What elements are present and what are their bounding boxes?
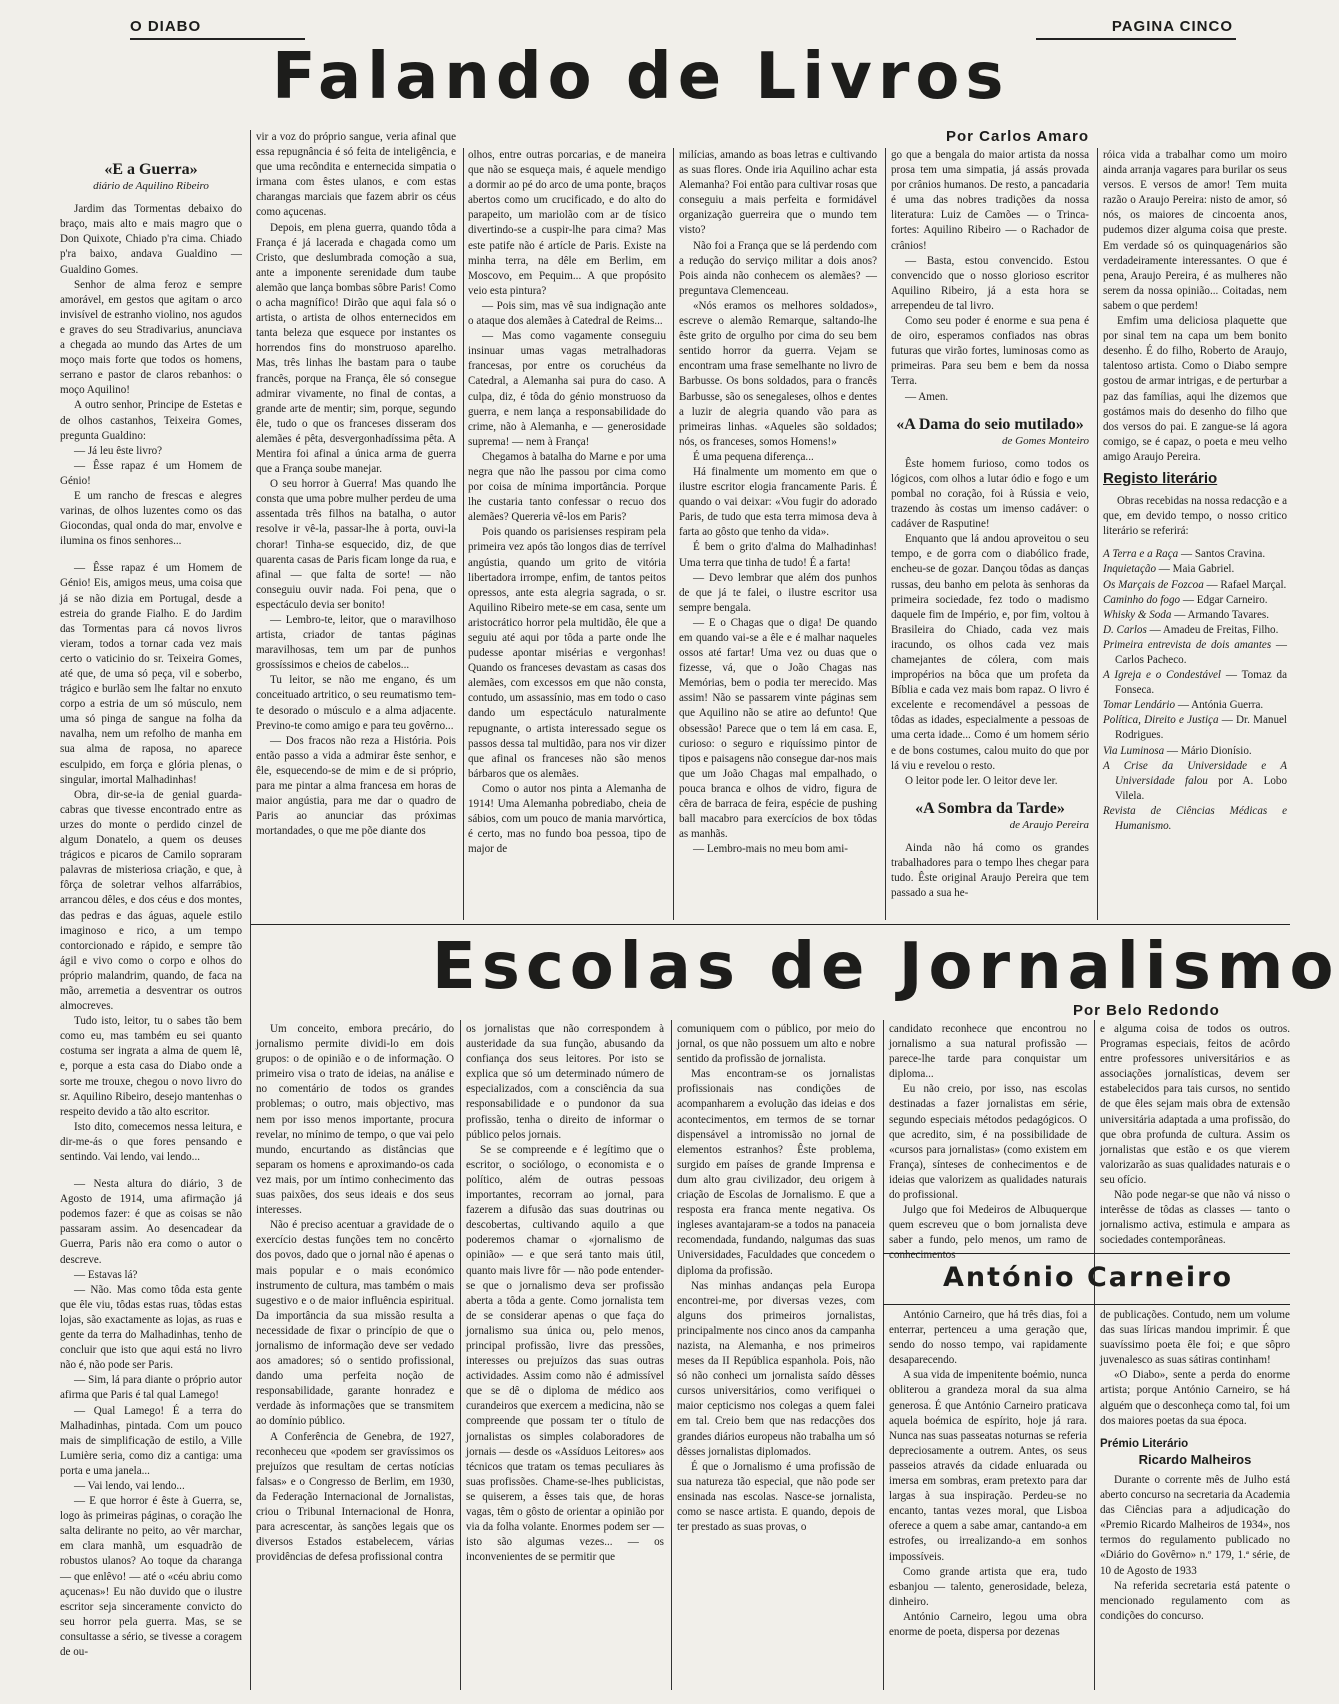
paragraph: e alguma coisa de todos os outros. Programas especiais, feitos de acôrdo entre professores universitários e as associações jornalísticas, devem ser estabelecidos para tais cursos, no sentido de que êles sejam mais obra de extensão universitária adaptada a uma profissão, do que obra profunda de cultura. Assim os jornalistas que estão e os que vierem valorizarão as suas qualidades naturais e o seu ofício.	[1100, 1023, 1290, 1186]
paragraph: — Lembro-te, leitor, que o maravilhoso artista, criador de tantas páginas maravilhosas, tem um par de punhos grossíssimos e cheios de cabelos...	[256, 614, 456, 672]
paragraph: Tu leitor, se não me engano, és um conceituado artritico, o seu reumatismo tem-te desorado o músculo e a alma adjacente. Previno-te como amigo e para teu govêrno...	[256, 674, 456, 732]
section-subtitle: diário de Aquilino Ribeiro	[93, 180, 209, 193]
list-item: A Crise da Universidade e A Universidade falou por A. Lobo Vilela.	[1103, 759, 1287, 802]
escolas-column-1	[256, 1022, 454, 1688]
paragraph: A outro senhor, Principe de Estetas e de olhos castanhos, Teixeira Gomes, pregunta Gualdino:	[60, 399, 242, 442]
escolas-column-5	[1100, 1022, 1290, 1248]
paragraph: Como grande artista que era, tudo esbanjou — talento, generosidade, beleza, dinheiro.	[889, 1565, 1087, 1608]
section-title-sombra: «A Sombra da Tarde»	[915, 799, 1065, 817]
paragraph: róica vida a trabalhar como um moiro ainda arranja vagares para burilar os seus versos. E versos de amor! Tem muita razão o Araujo Pereira: nisto de amor, só nós, os maiores de cincoenta anos, pudemos dizer alguma coisa que preste. Em verdade só os quinquagenários são verdadeiramente interessantes. O que é pena, Araujo Pereira, é as mulheres não serem da nossa opinião... Coitadas, nem sabem o que perdem!	[1103, 149, 1287, 312]
column-rule	[1097, 148, 1098, 920]
paragraph: Durante o corrente mês de Julho está aberto concurso na secretaria da Academia das Ciências para a adjudicação do «Premio Ricardo Malheiros de 1934», nos termos do regulamento publicado no «Diário do Govêrno» n.º 179, 1.ª série, de 10 de Agosto de 1933	[1100, 1473, 1290, 1577]
column-rule	[671, 1020, 672, 1690]
paragraph: — Amen.	[905, 390, 949, 403]
carneiro-headline: António Carneiro	[942, 1262, 1233, 1293]
paragraph: Como seu poder é enorme e sua pena é de oiro, esperamos confiados nas obras futuras que virão fortes, luminosas como as primeiras. Para seu bem e bem da nossa Terra.	[891, 315, 1089, 388]
paragraph: — Nesta altura do diário, 3 de Agosto de 1914, uma afirmação já podemos fazer: é que as coisas se não passaram assim. Ao desencadear da Guerra, Paris não era como o autor o descreve.	[60, 1178, 242, 1266]
paragraph: É uma pequena diferença...	[693, 450, 814, 463]
section-title-registo: Registo literário	[1103, 469, 1218, 487]
paragraph: milícias, amando as boas letras e cultivando as suas flores. Onde iria Aquilino achar esta Alemanha? Foi então para cultivar rosas que conseguiu a mais perfeita e formidável organização guerreira que o mundo tem visto?	[679, 149, 877, 237]
column-rule	[463, 148, 464, 920]
paragraph: vir a voz do próprio sangue, veria afinal que essa repugnância é só feita de inteligência, e que uma recôndita e enternecida simpatia o irmana com êstes ulanos, e com estas charangas marciais que fazem abrir os céus como açucenas.	[256, 131, 456, 219]
list-item: Whisky & Soda — Armando Tavares.	[1103, 608, 1270, 621]
paragraph: É que o Jornalismo é uma profissão de sua natureza tão especial, que não pode ser ensinada nas escolas. Nasce-se jornalista, como se nasce artista. E quando, depois de ter prestado as suas provas, o	[677, 1460, 875, 1534]
header-rule-right	[1036, 38, 1236, 40]
premio-title: Prémio Literário	[1100, 1437, 1189, 1450]
paragraph: — Dos fracos não reza a História. Pois então passo a vida a admirar êste senhor, e êle, esquecendo-se de mim e de si próprio, para me pintar a alma francesa em horas de maior angústia, para me dar o quadro de Paris ao anunciar das próximas mortandades, o que me põe diante dos	[256, 734, 456, 838]
paragraph: A sua vida de impenitente boémio, nunca obliterou a grandeza moral da sua alma generosa. É que António Carneiro praticava aquela boémica de espírito, hoje já rara. Nunca nas suas passeatas noturnas se referia depreciosamente a outrem. Antes, os seus passeios através da cidade enluarada ou imersa em sombras, eram pretexto para dar largas à sua inspiração. Perdeu-se no encanto, tantas vezes moral, que Lisboa oferece a quem a sabe amar, cantando-a em estrofes, ou irrealizando-a em sonhos impossíveis.	[889, 1369, 1087, 1563]
column-rule	[883, 1020, 884, 1690]
paragraph: olhos, entre outras porcarias, e de maneira que não se esqueça mais, é aquele mendigo a dormir ao pé do arco de uma ponte, braços abertos como um crucificado, e do alto do parapeito, um mariolão com ar de tísico divertindo-se a cuspir-lhe para cima? Mas este patife não é artícle de Paris. Existe na minha terra, na dêle em Berlim, em Moscovo, em Pequim... A que propósito veio esta pintura?	[468, 149, 666, 297]
paragraph: Obra, dir-se-ia de genial guarda-cabras que tivesse encontrado entre as urzes do monte o perdido cinzel de algum Donatelo, a quem os deuses trágicos e picaros de Camilo sopraram palavras de misteriosa criação, e que, à fôrça de soletrar velhos alfarrábios, arrancou dêles, e dos céus e dos montes, das pedras e das águas, aquele estilo imaginoso e rico, a um tempo contorcionado e rápido, e sempre tão ágil e vivo como o corpo e olhos do próprio malandrim, quando, de faca na mão, arremetia a desventrar os outros almocreves.	[60, 788, 242, 1013]
paragraph: os jornalistas que não correspondem à austeridade da sua função, abusando da confiança dos seus leitores. Por isto se explica que só um determinado número de especializados, com a consciência da sua responsabilidade e o pundonor da sua profissão, tenha o direito de informar o público pelos jornais.	[466, 1023, 664, 1141]
paragraph: go que a bengala do maior artista da nossa prosa tem uma simpatia, já assás provada por crânios humanos. De resto, a pancadaria é uma das nobres tradições da nossa literatura: Luiz de Camões — o Trinca-fortes: Aquilino Ribeiro — o Rachador de crânios!	[891, 149, 1089, 252]
list-item: Primeira entrevista de dois amantes — Carlos Pacheco.	[1103, 638, 1287, 666]
list-item: Inquietação — Maia Gabriel.	[1103, 563, 1235, 576]
paragraph: — Já leu êste livro?	[74, 444, 163, 457]
paragraph: candidato reconhece que encontrou no jornalismo a sua natural profissão — parece-lhe tarde para conquistar um diploma...	[889, 1023, 1087, 1081]
paragraph: Chegamos à batalha do Marne e por uma negra que não lhe passou por cima como por coisa de mínima importância. Porque lhe custaria tanto confessar o recuo dos alemães? Quereria vê-los em Paris?	[468, 450, 666, 524]
section-divider	[250, 924, 1290, 925]
escolas-column-4	[889, 1022, 1087, 1262]
newspaper-name: O DIABO	[130, 18, 202, 35]
paragraph: Depois, em plena guerra, quando tôda a França é já lacerada e chagada como um Cristo, que deslumbrada comoção a sua, ante a imponente serenidade dum taube alemão que lança bombas sôbre Paris! Como o acha magnífico! Dirão que aqui fala só o artista, o artista de olhos enternecidos em tanta beleza que esquece por instantes os horrendos fins do monstruoso aparelho. Mas, três linhas lhe bastam para o taube francês, porque na França, êle só consegue admirar vivamente, no final de contas, a grande arte de mentir; sim, porque, segundo êle, tudo o que os franceses disseram dos alemães é pêta, desvergonhadíssima pêta. A Mentira foi afinal a única arma de guerra que a França soube manejar.	[256, 221, 456, 476]
column-rule	[250, 912, 251, 1690]
paragraph: — Êsse rapaz é um Homem de Génio!	[60, 459, 242, 487]
paragraph: Isto dito, comecemos nessa leitura, e dir-me-ás o que fores pensando e sentindo. Vai lendo, vai lendo...	[60, 1120, 242, 1163]
list-item: Os Marçais de Fozcoa — Rafael Marçal.	[1103, 578, 1287, 591]
paragraph: — Basta, estou convencido. Estou convencido que o nosso glorioso escritor Aquilino Ribeiro, já a esta hora se arrependeu de tal livro.	[891, 254, 1089, 312]
list-item: Tomar Lendário — Antónia Guerra.	[1103, 699, 1264, 712]
paragraph: E um rancho de frescas e alegres varinas, de olhos luzentes como os das Giocondas, qual onda do mar, envolve e ilumina os finos senhores...	[60, 489, 242, 548]
livros-column-3	[468, 148, 666, 918]
paragraph: Se se compreende e é legítimo que o escritor, o sociólogo, o economista e o político, além de outras pessoas importantes, recorram ao jornal, para fazerem a difusão das suas doutrinas ou descobertas, cultivando aquilo a que poderemos chamar o «jornalismo de opinião» — e que será tanto mais útil, quanto mais livre fôr — não pode entender-se que o jornalismo deva ser profissão aberta a tôda a gente. Como jornalista tem de se considerar apenas o que faça do jornalismo sua única ou, pelo menos, principal profissão, livre das pressões, interesses ou prejuízos das suas outras actividades. Assim como não é admissível que se dê o diploma de médico aos curandeiros que exercem a medicina, não se compreende que possam ter o título de jornalistas os simples colaboradores de jornais — desde os «Assíduos Leitores» aos técnicos que tratam os temas peculiares às suas profissões. Chame-se-lhes publicistas, se quiserem, a êsses tais que, de horas vagas, têm o gôsto de orientar a opinião por via da folha volante. Enormes podem ser — isto são algumas vezes... — os inconvenientes de se permitir que	[466, 1143, 664, 1564]
list-item: A Igreja e o Condestável — Tomaz da Fonseca.	[1103, 669, 1287, 697]
paragraph: «Nós eramos os melhores soldados», escreve o alemão Remarque, saltando-lhe êste grito de orgulho por cima do seu bem sentido horror da guerra. Vejam se encontram uma frase semelhante no livro de Barbusse. Os bons soldados, para o francês Barbusse, são os senegaleses, olhos e dentes a luzir de alegria quando vão para as primeiras linhas. «Aqueles são soldados; nós, os franceses, somos Homens!»	[679, 299, 877, 448]
paragraph: de publicações. Contudo, nem um volume das suas líricas mandou imprimir. É que suavíssimo poeta êle foi; e que sôpro juvenalesco as suas sátiras continham!	[1100, 1309, 1290, 1367]
escolas-headline: Escolas de Jornalismo	[432, 930, 1339, 1004]
paragraph: Jardim das Tormentas debaixo do braço, mais alto e mais magro que o Don Quixote, Chiado p'ra cima. Chiado p'ra baixo, andava Gualdino — Gualdino Gomes.	[60, 203, 242, 276]
section-title-e-a-guerra: «E a Guerra»	[104, 161, 198, 178]
section-divider	[883, 1304, 1290, 1305]
page-label: PAGINA CINCO	[1111, 18, 1233, 35]
book-list	[1103, 547, 1287, 834]
paragraph: — Não. Mas como tôda esta gente que êle viu, tôdas estas ruas, tôdas estas lojas, são exactamente as lojas, as ruas e gente da terra do Malhadinhas, tenho de concluir que isto que aqui está no livro não é, não pode ser Paris.	[60, 1283, 242, 1372]
escolas-byline: Por Belo Redondo	[1073, 1002, 1220, 1019]
section-title-dama: «A Dama do seio mutilado»	[896, 415, 1084, 433]
paragraph: — Pois sim, mas vê sua indignação ante o ataque dos alemães à Catedral de Reims...	[468, 299, 666, 328]
column-rule	[885, 148, 886, 920]
paragraph: Na referida secretaria está patente o mencionado regulamento com as condições do concurso.	[1100, 1579, 1290, 1622]
carneiro-column-right	[1100, 1308, 1290, 1688]
paragraph: O leitor pode ler. O leitor deve ler.	[905, 774, 1058, 787]
paragraph: Não pode negar-se que não vá nisso o interêsse de tôdas as classes — tanto o jornalismo activa, estimula e ampara as sociedades contemporâneas.	[1100, 1189, 1290, 1247]
paragraph: António Carneiro, que há três dias, foi a enterrar, pertenceu a uma geração que, sendo do nosso tempo, vai rapidamente desaparecendo.	[889, 1309, 1087, 1367]
section-divider	[883, 1253, 1290, 1254]
paragraph: Enquanto que lá andou aproveitou o seu tempo, e de gorra com o diabólico frade, encheu-se de gozar. Dançou tôdas as danças russas, deu banho em pelota às senhoras da primeira sociedade, fez todo o madismo daquele fim de Império, e, por fim, voltou à Brasileira do Chiado, cada vez mais iracundo, os olhos cada vez mais chamejantes de cólera, com mais impropérios na bôca que um profeta da Bíblia e cada vez mais bom rapaz. O livro é excelente e recomendável a pessoas de tôdas as idades, especialmente a pessoas de uma certa idade... Como é um homem sério e de bons costumes, calou muito do que por lá viu e revelou o resto.	[891, 533, 1089, 772]
paragraph: «O Diabo», sente a perda do enorme artista; porque António Carneiro, se há alguém que o desconheça como tal, foi um dos maiores poetas da sua época.	[1100, 1369, 1290, 1427]
column-rule	[1094, 1020, 1095, 1690]
paragraph: Um conceito, embora precário, do jornalismo permite dividi-lo em dois grupos: o de opinião e o de informação. O primeiro visa o trato de ideias, na análise e no comentário de todos os grandes problemas; o outro, mais objectivo, mas nem por isso menos importante, procura revelar, no mínimo de tempo, o que vai pelo mundo, encurtando as distâncias que separam os homens e aproximando-os cada vez mais, por um íntimo conhecimento das suas paixões, dos seus ideais e dos seus interesses.	[256, 1023, 454, 1217]
list-item: Revista de Ciências Médicas e Humanismo.	[1103, 804, 1287, 833]
livros-column-1	[60, 158, 242, 1688]
paragraph: A Conferência de Genebra, de 1927, reconheceu que «podem ser gravíssimos os prejuízos que resultam de certas notícias falsas» e o Congresso de Berlim, em 1930, da Federação Internacional de Jornalistas, criou o Tribunal Internacional de Honra, para acrescentar, às sanções legais que os diversos Estados estabelecem, várias providências de defesa profissional contra	[256, 1430, 454, 1564]
paragraph: António Carneiro, legou uma obra enorme de poeta, dispersa por dezenas	[889, 1610, 1087, 1638]
livros-headline: Falando de Livros	[272, 40, 1010, 114]
list-item: Via Luminosa — Mário Dionísio.	[1103, 744, 1252, 757]
livros-column-2	[256, 130, 456, 918]
paragraph: Tudo isto, leitor, tu o sabes tão bem como eu, mas também eu sei quanto costuma ser ingrata a alma de quem lê, e, porque a esta casa do Diabo onde a sorte me trouxe, chegou o novo livro do sr. Aquilino Ribeiro, desejo mantenhas o respeito devido a tão alto escritor.	[60, 1015, 242, 1118]
paragraph: — Êsse rapaz é um Homem de Génio! Eis, amigos meus, uma coisa que já se não dizia em Portugal, desde a estreia do grande Fialho. E do Jardim das Tormentas para cá novos livros vieram, todos a tornar cada vez mais certo o vaticinio do sr. Teixeira Gomes, até que, de uma só peça, vil e soberbo, trágico e burlão sem lhe faltar no enxuto corpo a estria de um só músculo, nem uma só pinga de sangue na folha da navalha, nem um refolho de manha em sua alma de raposa, no aparece esculpido, em força e glória plenas, o singular, imortal Malhadinhas!	[60, 562, 242, 786]
paragraph: Mas encontram-se os jornalistas profissionais nas condições de acompanharem a evolução das ideias e dos acontecimentos, em termos de se tornar dispensável a intromissão no jornal de elementos estranhos? Êste problema, surgido em países de grande Imprensa e dum alto grau civilizador, deu origem à criação de Escolas de Jornalismo. E que a resposta era franca mente negativa. Os ingleses avantajaram-se a todos na panaceia recomendada, fundando, nalgumas das suas Universidades, Faculdades que concedem o diploma da profissão.	[677, 1068, 875, 1277]
paragraph: — Estavas lá?	[74, 1268, 138, 1281]
column-rule	[460, 1020, 461, 1690]
paragraph: Senhor de alma feroz e sempre amorável, em gestos que agitam o arco invisível de estranho violino, nos agudos e graves do seu Stradivarius, anunciava a chegada ao mundo das Artes de um moço mais forte que todos os homens, serrano e pastor de claros rebanhos: o moço Aquilino!	[60, 278, 242, 397]
paragraph: — Vai lendo, vai lendo...	[74, 1479, 185, 1492]
paragraph: Eu não creio, por isso, nas escolas destinadas a fazer jornalistas em série, segundo especiais métodos pedagógicos. O que acredito, sim, é na possibilidade de «cursos para jornalistas» (como existem em França), sínteses de conhecimentos e de ideias que valorizem as qualidades naturais do profissional.	[889, 1083, 1087, 1202]
paragraph: Como o autor nos pinta a Alemanha de 1914! Uma Alemanha pobrediabo, cheia de sábios, com um pouco de mania marvórtica, é certo, mas no fundo boa pessoa, tipo de major de	[468, 782, 666, 856]
paragraph: — E o Chagas que o diga! De quando em quando vai-se a êle e é malhar naqueles ossos até fartar! Uma vez ou duas que o fizesse, vá, que o João Chagas nas Memórias, bem o podia ter merecido. Mas assim! Não se passarem vinte páginas sem que Aquilino não se atire ao defunto! Que obsessão! Parece que o tem lá em casa. E, curioso: o seguro e riquíssimo pintor de tipos e paisagens não consegue dar-nos mais que um João Chagas mal empalhado, o pouca branca e olhos de vidro, figura de cêra de barraca de feira, espécie de pushing ball macabro para exercícios de box tôdas as manhãs.	[679, 616, 877, 841]
paragraph: Não foi a França que se lá perdendo com a redução do serviço militar a dois anos? Pois ainda não conhecem os alemães? — preguntava Clemenceau.	[679, 239, 877, 297]
column-rule	[673, 148, 674, 920]
paragraph: — E que horror é êste à Guerra, se, logo às primeiras páginas, o coração lhe salta delirante no peito, ao vêr marchar, em clara manhã, um esquadrão de robustos ulanos? Ao toque da charanga — que enlêvo! — até o «céu abriu como açucenas»! Eu não duvido que o ilustre escritor seja sinceramente convicto do seu horror pela guerra. Mas, se se consultasse a sério, se tivesse a coragem de ou-	[60, 1495, 242, 1658]
livros-byline: Por Carlos Amaro	[946, 128, 1089, 145]
escolas-column-3	[677, 1022, 875, 1688]
list-item: Política, Direito e Justiça — Dr. Manuel Rodrigues.	[1103, 714, 1287, 742]
paragraph: O seu horror à Guerra! Mas quando lhe consta que uma pobre mulher perdeu de uma assentada três filhos na batalha, o autor resolve ir vê-la, passar-lhe à porta, ouvi-la chorar! Tinha-se esquecido, diz, de que quarenta casas de Paris ficam longe da rua, e afinal — que falta de sorte! — não conseguiu ouvir nada. Foi pena, que o espectáculo devia ser bonito!	[256, 478, 456, 611]
livros-column-6	[1103, 148, 1287, 918]
escolas-column-2	[466, 1022, 664, 1688]
premio-subtitle: Ricardo Malheiros	[1138, 1451, 1252, 1467]
paragraph: Emfim uma deliciosa plaquette que por sinal tem na capa um bem bonito desenho. É do filho, Roberto de Araujo, talentoso artista. Como o Diabo sempre gostou de armar intrigas, e de perturbar a paz das famílias, aqui lhe dizemos que gostámos mais do desenho do filho que dos versos do pai. E zangue-se lá agora comigo, se é capaz, o poeta e meu velho amigo Araujo Pereira.	[1103, 315, 1287, 463]
paragraph: Julgo que foi Medeiros de Albuquerque quem escreveu que o bom jornalista deve saber a fundo, pelo menos, um ramo de conhecimentos	[889, 1204, 1087, 1262]
paragraph: Pois quando os parisienses respiram pela primeira vez após tão longos dias de terrível angústia, quando um grito de vitória libertadora irrompe, enfim, de tantos peitos opressos, ante esta alegria sagrada, o sr. Aquilino Ribeiro mete-se em casa, sente um aristocrático horror pela multidão, êle que a seguiu até aqui por tôda a parte onde lhe pudesse apontar misérias e vergonhas! Quando os franceses devastam as casas dos alemães, com excessos em que não consta, contudo, um assassínio, mas em todo o caso dando um espectáculo naturalmente repugnante, o artista interessado segue os passos dessa tal multidão, para nos vir dizer que afinal os franceses não são menos bárbaros que os alemães.	[468, 526, 666, 780]
paragraph: É bem o grito d'alma do Malhadinhas! Uma terra que tinha de tudo! É a farta!	[679, 541, 877, 569]
paragraph: — Devo lembrar que além dos punhos de que já te falei, o ilustre escritor usa sempre bengala.	[679, 571, 877, 614]
paragraph: Obras recebidas na nossa redacção e a que, em devido tempo, o nosso critico literário se referirá:	[1103, 495, 1287, 538]
paragraph: Ainda não há como os grandes trabalhadores para o tempo lhes chegar para tudo. Êste original Araujo Pereira que tem passado a sua he-	[891, 842, 1089, 900]
paragraph: — Lembro-mais no meu bom ami-	[693, 843, 848, 856]
list-item: D. Carlos — Amadeu de Freitas, Filho.	[1103, 623, 1279, 636]
paragraph: Nas minhas andanças pela Europa encontrei-me, por diversas vezes, com alguns dos primeiros jornalistas, principalmente nos cinco anos da campanha nazista, na Alemanha, e nos primeiros meses da II República espanhola. Pois, não só não conheci um jornalista saído dêsses cursos universitários, como verifiquei o maior cepticismo nos colegas a quem falei em tal. Creio bem que nas redacções dos grandes diários europeus não trabalha um só dêsses jornalistas diplomados.	[677, 1279, 875, 1458]
section-subtitle: de Gomes Monteiro	[1002, 434, 1089, 447]
carneiro-column-left	[889, 1308, 1087, 1688]
paragraph: Êste homem furioso, como todos os lógicos, com olhos a lutar ódio e fogo e um pombal no coração, foi à Rússia e veio, trazendo às costas um imenso cadáver: o cadáver de Rasputine!	[891, 457, 1089, 531]
paragraph: — Qual Lamego! É a terra do Malhadinhas, pintada. Com um pouco mais de simplificação de estilo, a Ville Lumière seria, como diz a cantiga: uma porta e uma janela...	[60, 1404, 242, 1477]
column-rule	[250, 130, 251, 912]
paragraph: comuniquem com o público, por meio do jornal, os que não possuem um alto e nobre sentido da profissão de jornalista.	[677, 1023, 875, 1066]
paragraph: Não é preciso acentuar a gravidade de o exercício destas funções tem no concêrto dos povos, dado que o jornal não é apenas o mais popular e o mais económico instrumento de cultura, mas também o mais sugestivo e o de maior influência espiritual. Da importância da sua missão resulta a necessidade de fixar o princípio de que o jornalismo de informação deve ser vedado aos amadores; só o sentido profissional, dando uma perfeita noção de responsabilidade, garante honradez e verdade às informações que se transmitem ao domínio público.	[256, 1219, 454, 1428]
livros-column-4	[679, 148, 877, 918]
livros-column-5	[891, 148, 1089, 918]
paragraph: Há finalmente um momento em que o ilustre escritor elogia francamente Paris. É quando o vai deixar: «Vou fugir do adorado Paris, de tudo que esta terra mimosa deva à farta ao gôsto que tenho da vida».	[679, 465, 877, 539]
paragraph: — Sim, lá para diante o próprio autor afirma que Paris é tal qual Lamego!	[60, 1374, 242, 1402]
paragraph: — Mas como vagamente conseguiu insinuar umas vagas metralhadoras francesas, por entre os coruchéus da Catedral, a Alemanha sai pura do caso. A culpa, diz, é tôda do génio monstruoso da guerra, e nem lança a responsabilidade do crime, não à Alemanha, e — generosidade suprema! — nem à França!	[468, 330, 666, 448]
list-item: Caminho do fogo — Edgar Carneiro.	[1103, 593, 1268, 606]
section-subtitle: de Araujo Pereira	[1009, 818, 1089, 831]
list-item: A Terra e a Raça — Santos Cravina.	[1103, 548, 1266, 561]
